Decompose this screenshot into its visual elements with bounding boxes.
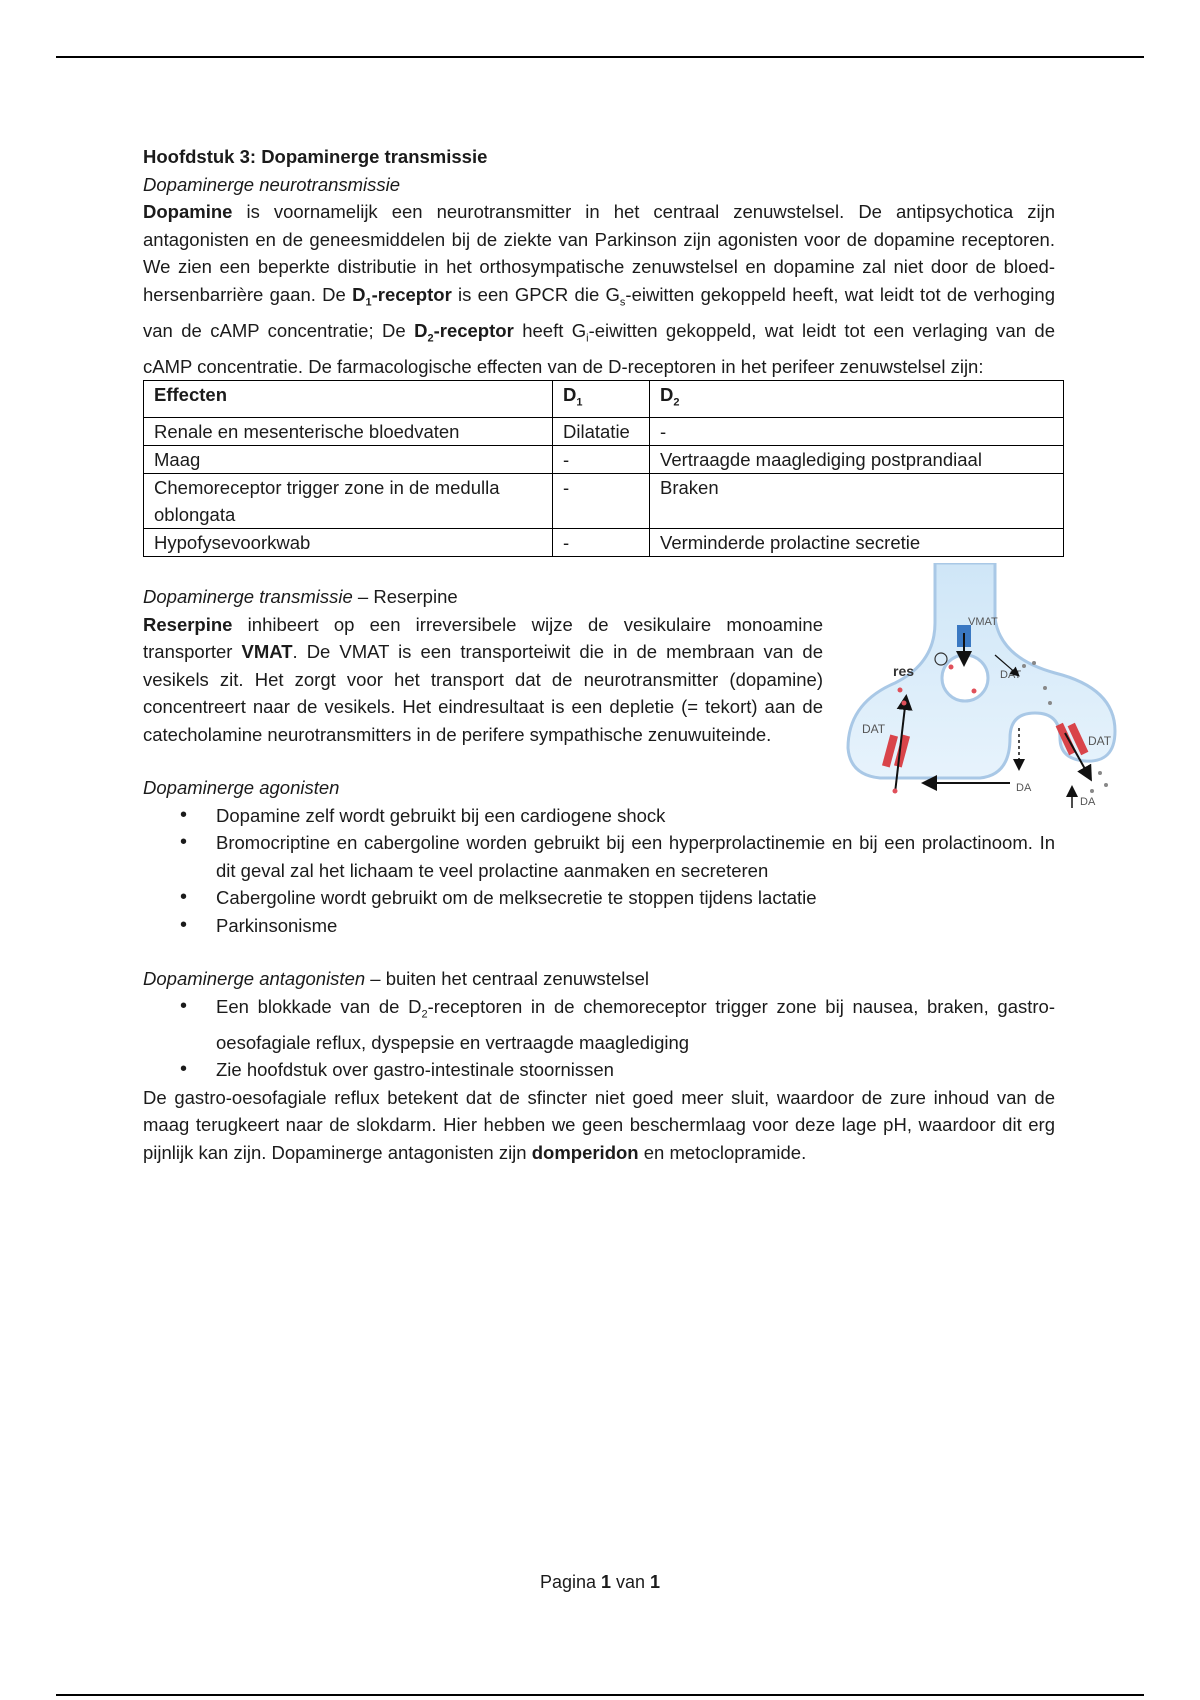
footer-prefix: Pagina xyxy=(539,1572,601,1592)
d1-suffix: -receptor xyxy=(371,283,452,305)
chapter-title: Hoofdstuk 3: Dopaminerge transmissie xyxy=(143,146,488,167)
table-cell: - xyxy=(553,446,650,474)
d2-sub: 2 xyxy=(427,332,434,345)
list-item: • Dopamine zelf wordt gebruikt bij een cardiogene shock xyxy=(216,802,1055,830)
intro-text-c: -eiwitten gekoppeld heeft, wat leidt tot de verhoging van de cAMP concentratie; De xyxy=(143,283,1055,341)
table-cell: - xyxy=(650,418,1064,446)
table-cell: Vertraagde maaglediging postprandiaal xyxy=(650,446,1064,474)
dopamine-dot-icon xyxy=(1098,771,1102,775)
intro-paragraph xyxy=(143,198,1055,380)
document-body xyxy=(143,143,1112,1166)
header-rule xyxy=(56,56,1144,58)
reflux-text-b: en metoclopramide. xyxy=(638,1141,807,1163)
agonist-list xyxy=(143,802,1055,940)
intro-text-b: is een GPCR die G xyxy=(451,283,620,305)
list-item xyxy=(216,993,1055,1057)
footer-total-pages: 1 xyxy=(650,1572,661,1592)
dopamine-dot-icon xyxy=(972,689,977,694)
section-title-antagonisten xyxy=(143,965,1055,993)
label-dat-left: DAT xyxy=(862,722,886,737)
table-cell: Renale en mesenterische bloedvaten xyxy=(144,418,553,446)
page-footer xyxy=(0,1572,1200,1593)
intro-text-e: -eiwitten gekoppeld, wat leidt tot een verlaging van de cAMP concentratie. De farmacologische effecten van de D-receptoren in het perifeer zenuwstelsel zijn: xyxy=(143,319,1055,377)
term-domperidon: domperidon xyxy=(531,1141,639,1163)
section-title-neurotransmissie: Dopaminerge neurotransmissie xyxy=(143,173,401,195)
list-item: • Bromocriptine en cabergoline worden gebruikt bij een hyperprolactinemie en bij een prolactinoom. In dit geval zal het lichaam te veel prolactine aanmaken en secreteren xyxy=(216,829,1055,884)
list-item: • Parkinsonisme xyxy=(216,912,1055,940)
spacer xyxy=(143,939,1055,965)
dopamine-dot-icon xyxy=(949,665,954,670)
antag-item1-a: Een blokkade van de D xyxy=(216,995,422,1017)
reserpine-paragraph xyxy=(143,611,823,749)
effects-table xyxy=(143,380,1064,557)
reserpine-text-b: . De VMAT is een transporteiwit die in de membraan van de vesikels zit. Het zorgt voor het transport dat de neurotransmitter (dopamine) concentreert naar de vesikels. Het eindresultaat is een depletie (= tekort) aan de catecholamine neurotransmitters in de perifere sympathische zenuwuiteinde. xyxy=(143,641,823,745)
footer-rule xyxy=(56,1694,1144,1696)
footer-middle: van xyxy=(611,1572,651,1592)
dopamine-dot-icon xyxy=(1022,664,1026,668)
d1-label: D xyxy=(352,283,366,305)
antagonist-list xyxy=(143,993,1055,1084)
d2-label: D xyxy=(414,319,428,341)
antag-item1-b: -receptoren in de chemoreceptor trigger zone bij nausea, braken, gastro-oesofagiale reflux, dyspepsie en vertraagde maaglediging xyxy=(216,995,1055,1053)
header-d1 xyxy=(553,381,650,418)
intro-text-a: is voornamelijk een neurotransmitter in het centraal zenuwstelsel. De antipsychotica zijn antagonisten en de geneesmiddelen bij de ziekte van Parkinson zijn agonisten voor de dopamine receptoren. We zien een beperkte distributie in het orthosympatische zenuwstelsel en dopamine zal niet door de bloed-hersenbarrière gaan. De xyxy=(143,201,1055,305)
header-d2-sub: 2 xyxy=(673,397,680,410)
reserpine-title-rest: – Reserpine xyxy=(352,586,458,608)
table-header-row xyxy=(144,381,1064,418)
label-vmat: VMAT xyxy=(968,616,998,629)
synapse-diagram xyxy=(840,563,1130,831)
antag-item1-sub: 2 xyxy=(421,1008,428,1021)
d2-suffix: -receptor xyxy=(433,319,514,341)
d1-sub: 1 xyxy=(365,296,372,309)
dopamine-dot-icon xyxy=(1043,686,1047,690)
label-da-center: DA xyxy=(1016,782,1032,795)
table-cell: Verminderde prolactine secretie xyxy=(650,529,1064,557)
reserpine-title-italic: Dopaminerge transmissie xyxy=(143,586,353,608)
table-row xyxy=(144,474,1064,529)
antagonisten-title-rest: – buiten het centraal zenuwstelsel xyxy=(365,968,649,990)
term-vmat: VMAT xyxy=(241,641,293,663)
term-reserpine: Reserpine xyxy=(143,613,233,635)
reflux-text-a: De gastro-oesofagiale reflux betekent dat de sfincter niet goed meer sluit, waardoor de zure inhoud van de maag terugkeert naar de slokdarm. Hier hebben we geen beschermlaag voor deze lage pH, waardoor dit erg pijnlijk kan zijn. Dopaminerge antagonisten zijn xyxy=(143,1086,1055,1163)
antagonisten-title-italic: Dopaminerge antagonisten xyxy=(143,968,366,990)
label-da-right: DA xyxy=(1080,796,1096,809)
list-item: • Cabergoline wordt gebruikt om de melksecretie te stoppen tijdens lactatie xyxy=(216,884,1055,912)
dopamine-dot-icon xyxy=(893,789,898,794)
reflux-paragraph xyxy=(143,1084,1055,1167)
term-dopamine: Dopamine xyxy=(143,201,233,222)
footer-page-number: 1 xyxy=(601,1572,612,1592)
dopamine-dot-icon xyxy=(1032,661,1036,665)
header-effecten: Effecten xyxy=(144,381,553,418)
table-cell: Maag xyxy=(144,446,553,474)
intro-text-d: heeft G xyxy=(513,319,587,341)
dopamine-dot-icon xyxy=(1048,701,1052,705)
header-d2 xyxy=(650,381,1064,418)
header-d1-label: D xyxy=(563,384,577,406)
table-row xyxy=(144,418,1064,446)
gi-sub: i xyxy=(586,332,589,345)
label-dat-small: DAT xyxy=(1000,669,1022,682)
gs-sub: s xyxy=(619,296,626,309)
header-d1-sub: 1 xyxy=(576,397,583,410)
table-cell: Hypofysevoorkwab xyxy=(144,529,553,557)
dopamine-dot-icon xyxy=(902,701,907,706)
term-d1-receptor xyxy=(352,283,452,309)
dopamine-dot-icon xyxy=(1090,789,1094,793)
list-item: • Zie hoofdstuk over gastro-intestinale stoornissen xyxy=(216,1056,1055,1084)
header-d2-label: D xyxy=(660,384,674,406)
table-cell: - xyxy=(553,529,650,557)
label-dat-right: DAT xyxy=(1088,734,1112,749)
section-title-agonisten: Dopaminerge agonisten xyxy=(143,777,340,799)
table-row xyxy=(144,529,1064,557)
table-cell: Braken xyxy=(650,474,1064,529)
reserpine-text-a: inhibeert op een irreversibele wijze de vesikulaire monoamine transporter xyxy=(143,613,823,663)
dopamine-dot-icon xyxy=(898,688,903,693)
table-cell: Chemoreceptor trigger zone in de medulla oblongata xyxy=(144,474,553,529)
table-cell: Dilatatie xyxy=(553,418,650,446)
dopamine-dot-icon xyxy=(1104,783,1108,787)
term-d2-receptor xyxy=(414,319,514,345)
table-cell: - xyxy=(553,474,650,529)
table-row xyxy=(144,446,1064,474)
label-res: res xyxy=(893,663,915,680)
